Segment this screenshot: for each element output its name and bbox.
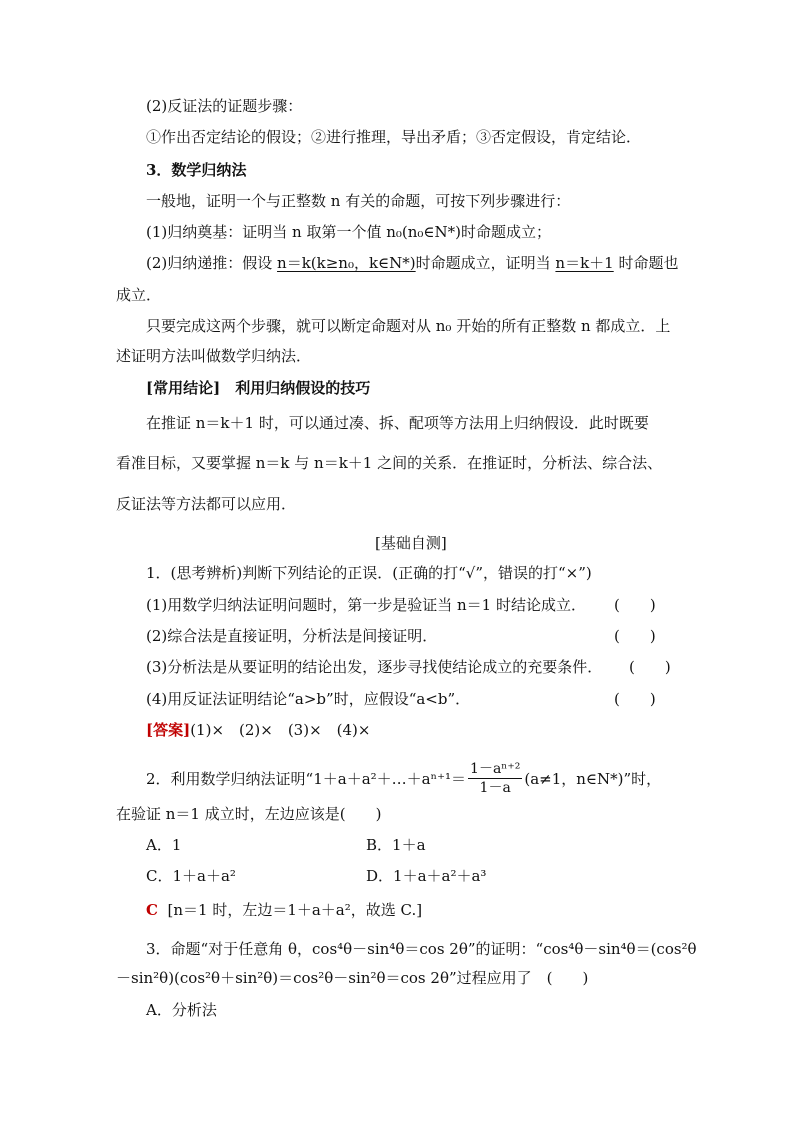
section-heading: 3．数学归纳法: [146, 161, 247, 179]
underlined-term: n＝k(k≥n₀，k∈N*): [277, 254, 416, 272]
section-title: [基础自测]: [375, 534, 447, 552]
answer-blank: ( ): [614, 690, 656, 708]
text-line: 一般地，证明一个与正整数 n 有关的命题，可按下列步骤进行：: [146, 192, 571, 210]
text-line: 在推证 n＝k＋1 时，可以通过凑、拆、配项等方法用上归纳假设．此时既要: [146, 414, 649, 432]
text-line: 反证法等方法都可以应用．: [116, 495, 297, 513]
question-3: 3．命题“对于任意角 θ，cos⁴θ－sin⁴θ＝cos 2θ”的证明：“cos⁴θ－sin⁴θ＝(cos²θ: [146, 940, 697, 958]
text-line: 述证明方法叫做数学归纳法．: [116, 347, 312, 365]
answer-blank: ( ): [614, 596, 656, 614]
fraction: [468, 760, 522, 797]
fraction-denominator: 1－a: [479, 779, 511, 796]
text-line: ①作出否定结论的假设；②进行推理，导出矛盾；③否定假设，肯定结论．: [146, 128, 642, 146]
answer-explanation: [n＝1 时，左边＝1＋a＋a²，故选 C.]: [167, 901, 423, 919]
conclusion-heading: [常用结论] 利用归纳假设的技巧: [146, 379, 371, 397]
text-line: 看准目标，又要掌握 n＝k 与 n＝k＋1 之间的关系．在推证时，分析法、综合法、: [116, 454, 663, 472]
text-line: 成立．: [116, 286, 162, 304]
text-line: －sin²θ)(cos²θ＋sin²θ)＝cos²θ－sin²θ＝cos 2θ”过程应用了 ( ): [116, 969, 589, 987]
option-c: C．1＋a＋a²: [146, 867, 236, 885]
text-line: [146, 253, 679, 273]
text-segment: (a≠1，n∈N*)”时，: [524, 770, 662, 788]
answer-text: (1)× (2)× (3)× (4)×: [190, 721, 371, 739]
statement-1: (1)用数学归纳法证明问题时，第一步是验证当 n＝1 时结论成立．: [146, 596, 586, 614]
option-a: A．1: [146, 836, 182, 854]
text-segment: (2)归纳递推：假设: [146, 254, 278, 272]
answer-line: [146, 900, 422, 920]
fraction-numerator: 1－aⁿ⁺²: [470, 760, 521, 777]
answer-letter: C: [146, 901, 158, 919]
text-line: (2)反证法的证题步骤：: [146, 97, 303, 115]
answer-blank: ( ): [629, 658, 671, 676]
answer-blank: ( ): [614, 627, 656, 645]
statement-4: (4)用反证法证明结论“a>b”时，应假设“a<b”．: [146, 690, 471, 708]
text-segment: 2．利用数学归纳法证明“1＋a＋a²＋…＋aⁿ⁺¹＝: [146, 770, 467, 788]
text-line: 只要完成这两个步骤，就可以断定命题对从 n₀ 开始的所有正整数 n 都成立．上: [146, 317, 671, 335]
text-segment: 时命题也: [613, 254, 679, 272]
text-line: 在验证 n＝1 成立时，左边应该是( ): [116, 805, 382, 823]
statement-3: (3)分析法是从要证明的结论出发，逐步寻找使结论成立的充要条件．: [146, 658, 603, 676]
answer-line: [146, 720, 370, 740]
answer-tag: [答案]: [146, 721, 191, 739]
question-1: 1．(思考辨析)判断下列结论的正误．(正确的打“√”，错误的打“×”): [146, 564, 592, 582]
option-b: B．1＋a: [366, 836, 426, 854]
text-segment: 时命题成立，证明当: [415, 254, 556, 272]
statement-2: (2)综合法是直接证明，分析法是间接证明．: [146, 627, 438, 645]
underlined-term: n＝k＋1: [555, 254, 614, 272]
text-line: (1)归纳奠基：证明当 n 取第一个值 n₀(n₀∈N*)时命题成立；: [146, 223, 551, 241]
option-d: D．1＋a＋a²＋a³: [366, 867, 487, 885]
question-2: [146, 757, 661, 801]
option-a: A．分析法: [146, 1001, 217, 1019]
